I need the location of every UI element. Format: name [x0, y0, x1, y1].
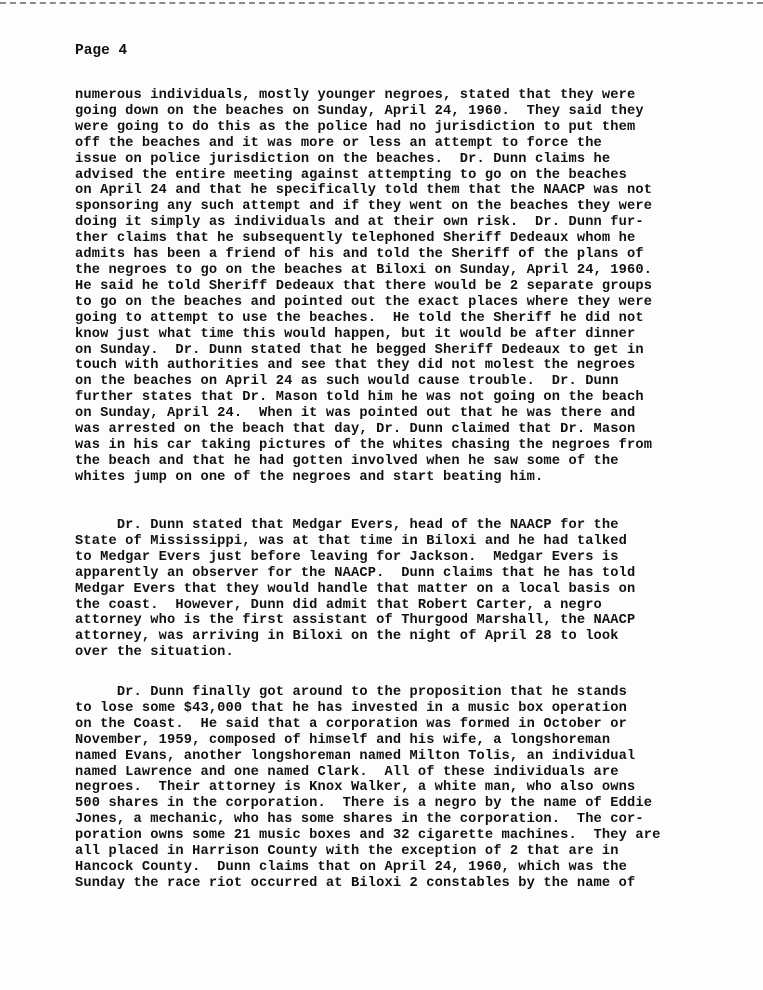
text-line: on April 24 and that he specifically told them that the NAACP was not — [75, 183, 653, 199]
text-line: the beach and that he had gotten involved when he saw some of the — [75, 453, 619, 469]
paragraph-3 — [75, 685, 660, 892]
text-line: going down on the beaches on Sunday, April 24, 1960. They said they — [75, 103, 644, 119]
text-line: touch with authorities and see that they did not molest the negroes — [75, 358, 636, 374]
text-line: off the beaches and it was more or less an attempt to force the — [75, 135, 602, 151]
text-line: on Sunday, April 24. When it was pointed out that he was there and — [75, 406, 636, 422]
page-number: Page 4 — [75, 43, 128, 59]
top-edge-rule — [0, 2, 763, 4]
text-line: 500 shares in the corporation. There is a negro by the name of Eddie — [75, 796, 653, 812]
text-line: to lose some $43,000 that he has invested in a music box operation — [75, 700, 628, 716]
paragraph-1 — [75, 88, 652, 486]
text-line: advised the entire meeting against attempting to go on the beaches — [75, 167, 628, 183]
text-line: He said he told Sheriff Dedeaux that there would be 2 separate groups — [75, 278, 653, 294]
text-line: the negroes to go on the beaches at Biloxi on Sunday, April 24, 1960. — [75, 262, 653, 278]
text-line: going to attempt to use the beaches. He told the Sheriff he did not — [75, 310, 644, 326]
text-line: doing it simply as individuals and at their own risk. Dr. Dunn fur- — [75, 215, 644, 231]
text-line: was arrested on the beach that day, Dr. Dunn claimed that Dr. Mason — [75, 422, 636, 438]
text-line: Dr. Dunn stated that Medgar Evers, head of the NAACP for the — [75, 518, 619, 533]
text-line: the coast. However, Dunn did admit that Robert Carter, a negro — [75, 597, 602, 613]
text-line: whites jump on one of the negroes and start beating him. — [75, 469, 544, 485]
text-line: all placed in Harrison County with the exception of 2 that are in — [75, 844, 619, 860]
text-line: further states that Dr. Mason told him he was not going on the beach — [75, 390, 644, 406]
paragraph-2 — [75, 518, 635, 661]
text-line: was in his car taking pictures of the whites chasing the negroes from — [75, 437, 653, 453]
text-line: sponsoring any such attempt and if they went on the beaches they were — [75, 199, 653, 215]
text-line: negroes. Their attorney is Knox Walker, a white man, who also owns — [75, 780, 636, 796]
text-line: poration owns some 21 music boxes and 32 cigarette machines. They are — [75, 828, 661, 844]
text-line: know just what time this would happen, but it would be after dinner — [75, 326, 636, 342]
text-line: Medgar Evers that they would handle that matter on a local basis on — [75, 581, 636, 597]
text-line: admits has been a friend of his and told the Sheriff of the plans of — [75, 247, 644, 263]
text-line: to Medgar Evers just before leaving for Jackson. Medgar Evers is — [75, 549, 619, 565]
text-line: Jones, a mechanic, who has some shares in the corporation. The cor- — [75, 812, 644, 828]
text-line: attorney who is the first assistant of Thurgood Marshall, the NAACP — [75, 613, 636, 629]
text-line: were going to do this as the police had no jurisdiction to put them — [75, 119, 636, 135]
text-line: on Sunday. Dr. Dunn stated that he begged Sheriff Dedeaux to get in — [75, 342, 644, 358]
text-line: issue on police jurisdiction on the beaches. Dr. Dunn claims he — [75, 151, 611, 167]
text-line: to go on the beaches and pointed out the exact places where they were — [75, 294, 653, 310]
text-line: on the beaches on April 24 as such would cause trouble. Dr. Dunn — [75, 374, 619, 390]
text-line: named Evans, another longshoreman named Milton Tolis, an individual — [75, 748, 636, 764]
text-line: apparently an observer for the NAACP. Dunn claims that he has told — [75, 565, 636, 581]
text-line: November, 1959, composed of himself and his wife, a longshoreman — [75, 732, 611, 748]
text-line: Sunday the race riot occurred at Biloxi 2 constables by the name of — [75, 875, 636, 891]
text-line: named Lawrence and one named Clark. All of these individuals are — [75, 764, 619, 780]
text-line: ther claims that he subsequently telephoned Sheriff Dedeaux whom he — [75, 231, 636, 247]
text-line: over the situation. — [75, 645, 234, 661]
text-line: Hancock County. Dunn claims that on April 24, 1960, which was the — [75, 859, 628, 875]
text-line: on the Coast. He said that a corporation was formed in October or — [75, 716, 628, 732]
text-line: State of Mississippi, was at that time in Biloxi and he had talked — [75, 533, 628, 549]
text-line: numerous individuals, mostly younger negroes, stated that they were — [75, 88, 636, 103]
text-line: attorney, was arriving in Biloxi on the night of April 28 to look — [75, 629, 619, 645]
text-line: Dr. Dunn finally got around to the proposition that he stands — [75, 685, 628, 700]
